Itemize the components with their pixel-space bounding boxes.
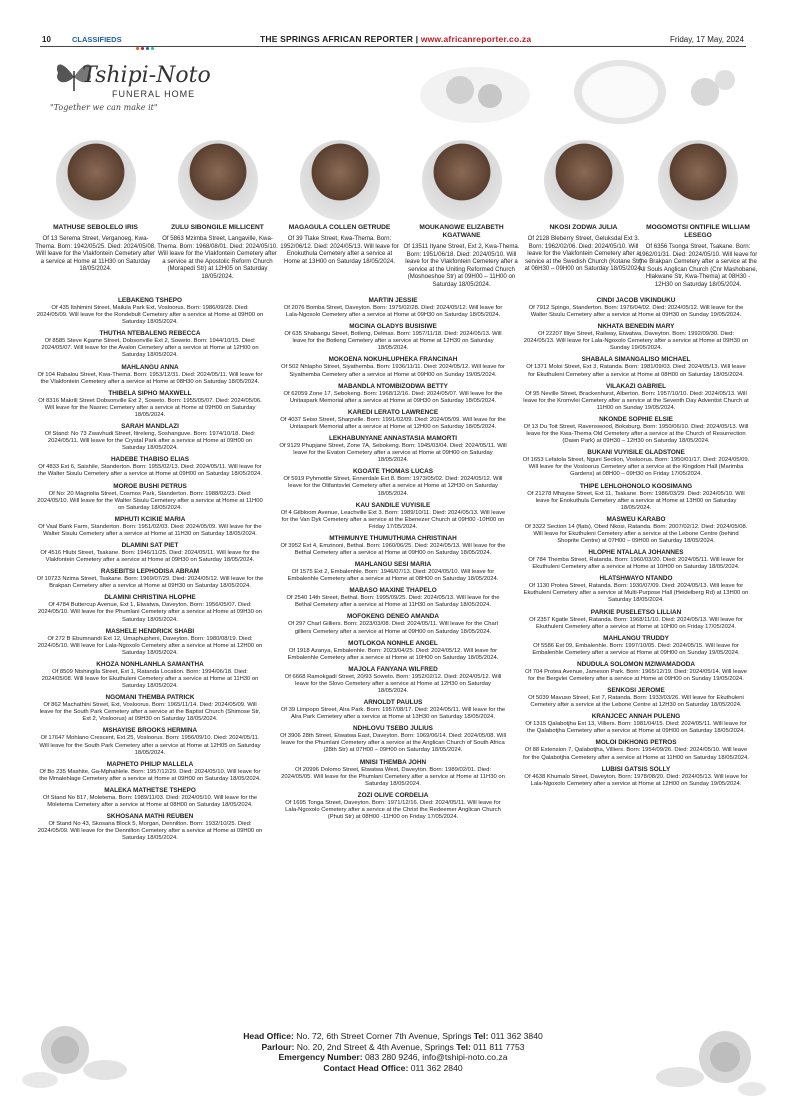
notice-details: Of 13511 Ityane Street, Ext 2, Kwa-Thema. Born: 1951/06/18. Died: 2024/05/10. Will leave for the Vlakfontein Cemetery after a service at the Uniting Reformed Church (Moshoeshoe Str) at 09H00 – 11H00 on Saturday 18/05/2024. bbox=[403, 243, 520, 288]
deceased-name: MOROE BUSHI PETRUS bbox=[113, 482, 187, 490]
notices-column-right bbox=[522, 297, 750, 792]
publication-name: THE SPRINGS AFRICAN REPORTER bbox=[260, 34, 414, 44]
deceased-photo bbox=[422, 140, 502, 220]
deceased-name: MAHLANGU SESI MARIA bbox=[354, 561, 432, 569]
notice-details: Of 4833 Ext 6, Saishile, Standerton. Born: 1955/02/13. Died: 2024/05/11. Will leave for the Walter Sisulu Cemetery after a service at Home at 09H00 on Saturday 18/05/2024. bbox=[38, 464, 262, 478]
deceased-photo bbox=[178, 140, 258, 220]
deceased-name: THIBELA SIPHO MAXWELL bbox=[108, 389, 192, 397]
funeral-home-logo bbox=[42, 55, 252, 115]
death-notice bbox=[279, 468, 507, 497]
notice-details: Of 8316 Makrill Street Dobsonville Ext 2, Soweto. Born: 1955/05/07. Died: 2024/05/06. Will leave for the Nasrec Cemetery after a service at Home at 09H00 on Saturday 18/05/2024. bbox=[38, 397, 262, 418]
head-office-phone: 011 362 3840 bbox=[488, 1031, 543, 1041]
dot-icon bbox=[141, 47, 144, 50]
death-notice bbox=[522, 739, 750, 761]
death-notice bbox=[522, 297, 750, 319]
deceased-name: BUKANI VUYISILE GLADSTONE bbox=[587, 449, 685, 457]
dot-icon bbox=[136, 47, 139, 50]
death-notice bbox=[36, 594, 264, 623]
notice-details: Of 5919 Pyhmottle Street, Ennerdale Ext 8. Born: 1973/05/02. Died: 2024/05/12. Will leave for the Olifantsvlei Cemetery after a service at Home at 12H30 on Saturday 18/05/2024. bbox=[283, 476, 503, 497]
featured-notice bbox=[400, 140, 523, 289]
death-notice bbox=[522, 516, 750, 545]
notice-details: Of 10723 Nzima Street, Tsakane. Born: 1969/07/29. Died: 2024/05/12. Will leave for the Brakpan Cemetery after a service at Home at 09H30 on Saturday 18/05/2024. bbox=[36, 576, 264, 590]
tel-label: Tel: bbox=[473, 1031, 489, 1041]
tel-label: Tel: bbox=[456, 1041, 471, 1052]
deceased-name: MOGOMOTSI ONTIFILE WILLIAM LESEGO bbox=[646, 224, 750, 239]
notice-details: Of 2540 14th Street, Bethal. Born: 1995/09/25. Died: 2024/05/13. Will leave for the Bethal Cemetery after a service at Home at 11H30 on Saturday 18/05/2024. bbox=[286, 595, 500, 609]
deceased-name: ARNOLDT PAULUS bbox=[363, 699, 423, 707]
deceased-photo bbox=[544, 140, 624, 220]
rose-right-decoration bbox=[640, 1015, 770, 1105]
death-notice bbox=[279, 535, 507, 557]
deceased-name: SENKOSI JEROME bbox=[607, 687, 665, 695]
deceased-name: MOTLOKOA NONHLE ANGEL bbox=[348, 639, 438, 647]
death-notice bbox=[279, 383, 507, 405]
notice-details: Of 297 Charl Gilliers. Born: 2023/03/08. Died: 2024/05/11. Will leave for the Charl gilliers Cemetery after a service at Home at 09H00 on Saturday 18/05/2024. bbox=[287, 621, 499, 635]
notice-details: Of 2357 Kgatle Street, Ratanda. Born: 1968/11/10. Died: 2024/05/13. Will leave for Ekuthuleni Cemetery after a service at Home at 10H00 on Friday 17/05/2024. bbox=[529, 616, 743, 630]
deceased-name: KGOATE THOMAS LUCAS bbox=[352, 468, 434, 476]
death-notice bbox=[36, 761, 264, 783]
deceased-name: SKHOSANA MATHI REUBEN bbox=[106, 813, 194, 821]
notice-details: Of No: 20 Magnolia Street, Cosmos Park, Standerton. Born: 1988/02/23. Died: 2024/05/10. Will leave for the Walter Sisulu Cemetery after a service at Home at 11H00 on Saturday 18/05/2024. bbox=[37, 490, 263, 511]
notice-details: Of 1130 Protea Street, Ratanda. Born: 1930/07/09. Died: 2024/05/13. Will leave for Ekuthuleni Cemetery after a service at Multi-Purpose Hall (Heidelberg Rd) at 13H00 on Saturday 18/05/2024. bbox=[523, 583, 749, 604]
notice-details: Of 2128 Bleberry Street, Geluksdal Ext 3. Born: 1962/02/06. Died: 2024/05/10. Will leave for the Vlakfontein Cemetery after a service at the Swedish Church (Kotane Str) at 06H30 – 09H00 on Saturday 18/05/2024. bbox=[524, 235, 643, 273]
deceased-name: MARTIN JESSIE bbox=[368, 297, 418, 304]
deceased-name: LUBISI GATSIS SOLLY bbox=[601, 765, 671, 773]
death-notice bbox=[522, 483, 750, 512]
deceased-name: SHABALA SIMANGALISO MICHAEL bbox=[581, 356, 691, 364]
deceased-name: SARAH MANDLAZI bbox=[121, 423, 179, 431]
death-notice bbox=[36, 297, 264, 326]
parlour-address: No. 20, 2nd Street & 4th Avenue, Springs bbox=[294, 1041, 457, 1052]
notice-details: Of Vaal Bank Farm, Standerton. Born: 1951/02/03. Died: 2024/05/09. Will leave for the Walter Sisulu Cemetery after a service at Home at 11H30 on Saturday 18/05/2024. bbox=[38, 523, 262, 537]
parlour-phone: 011 811 7753 bbox=[470, 1041, 525, 1052]
death-notice bbox=[279, 502, 507, 531]
notice-details: Of 1918 Azanya, Embalenhle. Born: 2023/04/25. Died: 2024/05/12. Will leave for Embalenhle Cemetery after a service at Home at 10H00 on Saturday 18/05/2024. bbox=[287, 647, 499, 661]
notices-column-middle bbox=[279, 297, 507, 825]
deceased-name: RASEBITSI LEPHODISA ABRAM bbox=[100, 568, 200, 576]
parlour-line bbox=[190, 1042, 596, 1053]
deceased-name: PARKIE PUSELETSO LILLIAN bbox=[590, 608, 682, 616]
notice-details: Of 635 Shabangu Street, Botleng, Delmas. Born: 1957/11/18. Died: 2024/05/13. Will leave for the Botleng Cemetery after a service at Home at 12H30 on Saturday 18/05/2024. bbox=[284, 331, 502, 352]
deceased-name: MATHUSE SEBOLELO IRIS bbox=[53, 224, 138, 231]
notice-details: Of 502 Nhlapho Street, Siyathemba. Born: 1936/11/11. Died: 2024/05/12. Will leave for Siyathemba Cemetery after a service at Home at 09H00 on Sunday 19/05/2024. bbox=[281, 364, 505, 378]
notice-details: Of Bo 235 Mashite, Ga-Mphahlele. Born: 1957/12/29. Died: 2024/05/10. Will leave for the Mmalehlage Cemetery after a service at Home at 09H00 on Saturday 18/05/2024. bbox=[39, 768, 261, 782]
featured-notice bbox=[638, 140, 758, 289]
death-notice bbox=[279, 666, 507, 695]
header-rule bbox=[40, 46, 746, 47]
notice-details: Of 88 Extension 7, Qalabotjha, Villiers. Born: 1954/09/26. Died: 2024/05/10. Will leave for the Qalabotjha Cemetery after a service at Home at 11H00 on Saturday 18/05/2024. bbox=[523, 747, 749, 761]
featured-notice bbox=[156, 140, 279, 281]
dot-icon bbox=[151, 47, 154, 50]
death-notice bbox=[36, 787, 264, 809]
logo-tagline: "Together we can make it" bbox=[50, 103, 158, 112]
death-notice bbox=[522, 766, 750, 788]
death-notice bbox=[279, 613, 507, 635]
deceased-name: MASWEU KARABO bbox=[606, 515, 666, 523]
notices-column-left bbox=[36, 297, 264, 846]
masthead bbox=[260, 34, 531, 44]
death-notice bbox=[36, 364, 264, 386]
death-notice bbox=[279, 640, 507, 662]
deceased-name: MGCINA GLADYS BUSISIWE bbox=[349, 323, 437, 331]
death-notice bbox=[36, 628, 264, 657]
deceased-name: MOUKANGWE ELIZABETH KGATWANE bbox=[419, 224, 504, 239]
deceased-name: HLATSHWAYO NTANDO bbox=[599, 575, 673, 583]
dot-icon bbox=[146, 47, 149, 50]
deceased-name: MAHLANGU ANNA bbox=[121, 363, 179, 371]
color-dots bbox=[136, 37, 160, 41]
head-office-line bbox=[190, 1031, 596, 1042]
notice-details: Of 13 Du Toit Street, Ravenswood, Boksburg. Born: 1950/06/10. Died: 2024/05/13. Will leave for the Kwa-Thema Old Cemetery after a service at the Church of Resurrection (Dawn Park) at 09H30 – 12H30 on Saturday 18/05/2024. bbox=[523, 423, 749, 445]
deceased-name: MOFOKENG DENEO AMANDA bbox=[346, 613, 440, 621]
separator: | bbox=[413, 34, 421, 44]
death-notice bbox=[279, 759, 507, 788]
death-notice bbox=[36, 330, 264, 359]
notice-details: Of 62059 Zone 17, Sebokeng. Born: 1968/12/16. Died: 2024/05/07. Will leave for the Unitaspark Memorial after a service at Home at 09H30 on Saturday 18/05/2024. bbox=[283, 390, 503, 404]
notice-details: Of 6356 Tsonga Street, Tsakane. Born: 1962/01/31. Died: 2024/05/10. Will leave for the Brakpan Cemetery after a service at the All Souls Anglican Church (Cnr Mashobane, Hlakwane Str, Kwa-Thema) at 08H30 - 12H30 on Saturday 18/05/2024. bbox=[638, 243, 758, 288]
notice-details: Of 21278 Mhayise Street, Ext 11, Tsakane. Born: 1986/03/29. Died: 2024/05/10. Will leave for Enokuthula Cemetery after a service at Home at 13H00 on Saturday 18/05/2024. bbox=[527, 490, 745, 511]
notice-details: Of 39 Tlake Street, Kwa-Thema. Born: 1952/06/12. Died: 2024/05/13. Will leave for Enokuthula Cemetery after a service at Home at 13H00 on Saturday 18/05/2024. bbox=[280, 235, 399, 265]
featured-notice bbox=[278, 140, 401, 265]
notice-details: Of 3906 28th Street, Etwatwa East, Daveyton. Born: 1969/06/14. Died: 2024/05/08. Will leave for the Phumlani Cemetery after a service at the Anglican Church of South Africa (28th Str) at 07H00 – 09H00 on Saturday 18/05/2024. bbox=[279, 733, 507, 754]
death-notice bbox=[279, 435, 507, 464]
deceased-name: NDUDULA SOLOMON MZIWAMADODA bbox=[577, 660, 695, 668]
notice-details: Of 4638 Khumalo Street, Daveyton. Born: 1978/08/20. Died: 2024/05/13. Will leave for Lala-Ngoxolo Cemetery after a service at Home at 12H00 on Sunday 19/05/2024. bbox=[524, 773, 748, 787]
head-office-label: Head Office: bbox=[243, 1031, 294, 1041]
emergency-label: Emergency Number: bbox=[278, 1052, 363, 1063]
notice-details: Of 1575 Ext 2, Embalenhle. Born: 1946/07/13. Died: 2024/05/10. Will leave for Embalenhle Cemetery after a service at Home at 08H00 on Saturday 18/05/2024. bbox=[287, 569, 499, 583]
deceased-name: CINDI JACOB VIKINDUKU bbox=[596, 297, 676, 304]
notice-details: Of 39 Limpopo Street, Alra Park. Born: 1957/08/17. Died: 2024/05/11. Will leave for the Alra Park Cemetery after a service at Home at 13H30 on Saturday 18/05/2024. bbox=[280, 707, 506, 721]
death-notice bbox=[522, 635, 750, 657]
featured-notice bbox=[34, 140, 157, 273]
death-notice bbox=[36, 542, 264, 564]
deceased-name: HADEBE THABISO ELIAS bbox=[110, 456, 190, 464]
death-notice bbox=[279, 587, 507, 609]
deceased-name: VILAKAZI GABRIEL bbox=[606, 382, 666, 390]
deceased-name: MABASO MAXINE THAPELO bbox=[349, 587, 437, 595]
deceased-name: NKONDE SOPHIE ELSIE bbox=[599, 415, 673, 423]
notice-details: Of 8585 Steve Kgame Street, Dobsonville Ext 2, Soweto. Born: 1944/10/15. Died: 2024/05/07. Will leave for the Avalon Cemetery after a service at Home at 12H00 on Saturday 18/05/2024. bbox=[41, 338, 259, 359]
death-notice bbox=[279, 725, 507, 754]
notice-details: Of 8509 Ntshingila Street, Ext 1, Ratanda Location. Born: 1994/06/18. Died: 2024/05/08. Will leave for Ekuthuleni Cemetery after a service at Home at 11H30 on Saturday 18/05/2024. bbox=[41, 668, 259, 690]
head-office-address: No. 72, 6th Street Corner 7th Avenue, Springs bbox=[293, 1031, 474, 1041]
page-header bbox=[0, 0, 786, 50]
death-notice bbox=[36, 568, 264, 590]
parlour-label: Parlour: bbox=[261, 1041, 295, 1052]
death-notice bbox=[522, 575, 750, 604]
emergency-line bbox=[190, 1052, 596, 1063]
notice-details: Of Stand No 43, Skosana Block 5, Morgan, Dennilton. Born: 1932/10/25. Died: 2024/05/09. Will leave for the Dennilton Cemetery after a service at Home at 09H00 on Saturday 18/05/2024. bbox=[37, 821, 263, 842]
death-notice bbox=[522, 323, 750, 352]
notice-details: Of 22207 Illiye Street, Railway, Etwatwa, Daveyton. Born: 1992/09/30. Died: 2024/05/13. Will leave for Lala-Ngoxolo Cemetery after a service at Home at 09H30 on Sunday 19/05/2024. bbox=[523, 331, 749, 352]
contact-line bbox=[190, 1063, 596, 1074]
deceased-name: MNISI THEMBA JOHN bbox=[359, 758, 427, 766]
logo-brand: Tshipi-Noto bbox=[82, 63, 211, 88]
deceased-name: MAJOLA FANYANA WILFRED bbox=[348, 665, 438, 673]
contact-label: Contact Head Office: bbox=[323, 1062, 409, 1073]
death-notice bbox=[36, 813, 264, 842]
notice-details: Of 20996 Dolomo Street, Etwatwa West, Daveyton. Born: 1989/02/01. Died: 2024/05/05. Will leave for the Phumlani Cemetery after a service at Home at 11H30 on Saturday 18/05/2024. bbox=[281, 766, 505, 787]
death-notice bbox=[279, 561, 507, 583]
deceased-name: NKHATA BENEDIN MARY bbox=[597, 323, 675, 331]
deceased-photo bbox=[658, 140, 738, 220]
featured-notice bbox=[522, 140, 645, 273]
notice-details: Of 272 B Ebumnandi Ext 12, Umaphupheni, Daveyton. Born: 1980/08/19. Died: 2024/05/10. Will leave for Lala-Ngoxolo Cemetery after a service at Home at 12H00 on Saturday 18/05/2024. bbox=[37, 635, 263, 656]
deceased-name: MASHELE HENDRICK SHABI bbox=[105, 627, 195, 635]
death-notice bbox=[36, 483, 264, 512]
deceased-name: LEBAKENG TSHEPO bbox=[118, 297, 182, 304]
notice-details: Of 7912 Spingo, Standerton. Born: 1976/04/02. Died: 2024/05/12. Will leave for the Walter Sisulu Cemetery after a service at Home at 09H30 on Sunday 19/05/2024. bbox=[528, 305, 744, 319]
notice-details: Of 704 Protea Avenue, Jameson Park. Born: 1965/12/19. Died: 2024/05/14. Will leave for the Bergvlei Cemetery after a service at Home at 09H00 on Sunday 19/05/2024. bbox=[524, 668, 748, 682]
deceased-name: THUTHA NTEBALENG REBECCA bbox=[99, 330, 201, 338]
death-notice bbox=[279, 699, 507, 721]
deceased-name: MPHUTI KCIKIE MARIA bbox=[114, 515, 186, 523]
notice-details: Of 1371 Moloi Street, Ext 3, Ratanda. Born: 1981/09/03. Died: 2024/05/13. Will leave for Ekuthuleni Cemetery after a service at Home at 08H00 on Saturday 18/05/2024. bbox=[526, 364, 746, 378]
deceased-name: MALEKA MATHETSE TSHEPO bbox=[104, 786, 196, 794]
deceased-photo bbox=[300, 140, 380, 220]
notice-details: Of 5039 Mavuso Street, Ext 7, Ratanda. Born: 1933/03/26. Will leave for Ekuthuleni Cemetery after a service at the Lebone Centre at 12H30 on Saturday 18/05/2024. bbox=[528, 695, 744, 709]
death-notice bbox=[522, 416, 750, 445]
notice-details: Of 5586 Ext 09, Embalenhle. Born: 1997/10/05. Died: 2024/05/15. Will leave for Embalenhle Cemetery after a service at Home at 09H00 on Sunday 19/05/2024. bbox=[532, 642, 740, 656]
publication-url[interactable]: www.africanreporter.co.za bbox=[420, 34, 532, 44]
death-notice bbox=[522, 713, 750, 735]
notice-details: Of 6668 Ramokgadi Street, 20/93 Soweto. Born: 1952/02/12. Died: 2024/05/12. Will leave for the Slovo Cemetery after a service at Home at 12H30 on Saturday 18/05/2024. bbox=[284, 673, 502, 694]
death-notice bbox=[36, 661, 264, 690]
notice-details: Of 862 Machathini Street, Ext, Vosloorus. Born: 1965/11/14. Died: 2024/05/09. Will leave for the South Park Cemetery after a service at the Baptist Church (Shimose Str, Ext 2, Vosloorus) at 09H30 on Saturday 18/05/2024. bbox=[39, 702, 261, 723]
deceased-name: HLOPHE NTALALA JOHANNES bbox=[588, 549, 684, 557]
rose-left-decoration bbox=[20, 1010, 150, 1100]
deceased-name: LEKHABUNYANE ANNASTASIA MAMORTI bbox=[328, 435, 458, 443]
death-notice bbox=[36, 516, 264, 538]
notice-details: Of 3322 Section 14 (flats), Obed Nkosi, Ratanda. Born: 2007/02/12. Died: 2024/05/08. Will leave for Ekuthuleni Cemetery after a service at the Lebone Centre (behind Shoprite Centre) at 07H00 – 09H00 on Saturday 18/05/2024. bbox=[524, 523, 748, 544]
notice-details: Of 4 Gilbloom Avenue, Leachville Ext 3. Born: 1989/10/11. Died: 2024/05/13. Will leave for the Van Dyk Cemetery after a service at the Ebenezer Church at 09H00 -10H00 on Friday 17/05/2024. bbox=[280, 509, 506, 530]
deceased-name: MAPHETO PHILIP MALLELA bbox=[106, 760, 194, 768]
notice-details: Of 4037 Seiso Street, Sharpville. Born: 1991/02/09. Died: 2024/05/09. Will leave for the Unitaspark Memorial after a service at Home at 12H00 on Saturday 18/05/2024. bbox=[280, 416, 506, 430]
notice-details: Of 13 Serema Street, Verganoeg, Kwa-Thema. Born: 1942/05/25. Died: 2024/05/08. Will leave for the Vlakfontein Cemetery after a service at Home at 11H30 on Saturday 18/05/2024. bbox=[35, 235, 156, 273]
notice-details: Of 784 Themba Street, Ratanda. Born: 1960/03/20. Died: 2024/05/11. Will leave for Ekuthuleni Cemetery after a service at Home at 10H00 on Saturday 18/05/2024. bbox=[528, 557, 744, 571]
death-notice bbox=[279, 409, 507, 431]
floral-decoration bbox=[380, 50, 750, 130]
death-notice bbox=[522, 449, 750, 478]
deceased-name: DLAMINI CHRISTINA HLOPHE bbox=[104, 594, 196, 602]
deceased-name: MOKOENA NOKUHLUPHEKA FRANCINAH bbox=[328, 356, 458, 364]
deceased-name: KAREDI LERATO LAWRENCE bbox=[347, 408, 439, 416]
notice-details: Of 17647 Mohlano Crescent, Ext 25, Vosloorus. Born: 1956/09/10. Died: 2024/05/11. Will leave for the South Park Cemetery after a service at Home at 12H05 on Saturday 18/05/2024. bbox=[39, 735, 261, 756]
notice-details: Of Stand No 817, Moletema. Born: 1989/11/03. Died: 2024/05/10. Will leave for the Moletema Cemetery after a service at Home at 08H00 on Saturday 18/05/2024. bbox=[42, 794, 258, 809]
issue-date: Friday, 17 May, 2024 bbox=[670, 35, 744, 44]
notice-details: Of 1653 Lefatola Street, Nguni Section, Vosloorus. Born: 1950/01/17. Died: 2024/05/09. Will leave for the Vosloorus Cemetery after a service at the Kingdom Hall (Marimba Gardens) at 08H00 – 09H30 on Friday 17/05/2024. bbox=[522, 457, 750, 478]
deceased-name: KHOZA NONHLANHLA SAMANTHA bbox=[96, 660, 204, 668]
logo-subtitle: FUNERAL HOME bbox=[112, 89, 196, 99]
contact-footer bbox=[190, 1031, 596, 1073]
deceased-name: MAHLANGU TRUDDY bbox=[603, 634, 669, 642]
notice-details: Of 4516 Hlubi Street, Tsakane. Born: 1946/11/25. Died: 2024/05/11. Will leave for the Vlakfontein Cemetery after a service at Home at 09H30 on Saturday 18/05/2024. bbox=[40, 549, 260, 564]
death-notice bbox=[279, 297, 507, 319]
death-notice bbox=[279, 792, 507, 821]
death-notice bbox=[279, 356, 507, 378]
deceased-name: MOLOI DIKHONG PETROS bbox=[595, 739, 677, 747]
death-notice bbox=[522, 661, 750, 683]
emergency-contact: 083 280 9246, info@tshipi-noto.co.za bbox=[362, 1052, 508, 1063]
death-notice bbox=[522, 356, 750, 378]
notice-details: Of 1315 Qalabotjha Ext 13, Villiers. Born: 1981/04/15. Died: 2024/05/11. Will leave for the Qalabotjha Cemetery after a service at Home at 09H00 on Saturday 18/05/2024. bbox=[525, 721, 747, 735]
death-notice bbox=[36, 390, 264, 419]
notice-details: Of Stand: No 73 Zwavhudi Street, Itireleng, Soshanguve. Born: 1974/10/18. Died: 2024/05/11. Will leave for the Crystal Park after a service at Home at 09H00 on Saturday 18/05/2024. bbox=[44, 431, 256, 452]
deceased-name: ZOZI OLIVE CORDELIA bbox=[357, 791, 429, 799]
deceased-name: NDHLOVU TSEBO JULIUS bbox=[353, 725, 433, 733]
deceased-name: MAGAGULA COLLEN GETRUDE bbox=[288, 224, 391, 231]
deceased-name: KRANJCEC ANNAH PULENG bbox=[591, 713, 681, 721]
deceased-name: NKOSI ZODWA JULIA bbox=[549, 224, 618, 231]
deceased-name: ZULU SIBONGILE MILLICENT bbox=[171, 224, 264, 231]
death-notice bbox=[36, 456, 264, 478]
notice-details: Of 1695 Tonga Street, Daveyton. Born: 1971/12/16. Died: 2024/05/11. Will leave for Lala-Ngoxolo Cemetery after a service at the Christ the Redeemer Anglican Church (Phuti Str) at 08H00 -11H00 on Friday 17/05/2024. bbox=[285, 799, 501, 821]
notice-details: Of 104 Rabalou Street, Kwa-Thema. Born: 1953/12/31. Died: 2024/05/11. Will leave for the Vlakfontein Cemetery after a service at Home at 08H30 on Saturday 18/05/2024. bbox=[37, 371, 263, 385]
notice-details: Of 95 Neville Street, Brackenhurst, Alberton. Born: 1957/10/10. Died: 2024/05/13. Will leave for the Kromvlei Cemetery after a service at the Seventh Day Adventist Church at 11H00 on Sunday 19/05/2024. bbox=[523, 390, 749, 411]
deceased-name: KAU SANDILE VUYISILE bbox=[355, 501, 431, 509]
notice-details: Of 3952 Ext 4, Emzinoni, Bethal. Born: 1960/06/25. Died: 2024/05/13. Will leave for the Bethal Cemetery after a service at Home at 09H00 on Saturday 18/05/2024. bbox=[280, 542, 506, 556]
page-number: 10 bbox=[42, 35, 51, 44]
notice-details: Of 5863 Mzimba Street, Langaville, Kwa-Thema. Born: 1968/08/01. Died: 2024/05/10. Will leave for the Vlakfontein Cemetery after a service at the Apostolic Reform Church (Morapedi Str) at 12H05 on Saturday 18/05/2024. bbox=[157, 235, 278, 280]
death-notice bbox=[36, 694, 264, 723]
deceased-photo bbox=[56, 140, 136, 220]
death-notice bbox=[522, 383, 750, 412]
deceased-name: MSHAYISE BROOKS HERMINA bbox=[102, 727, 198, 735]
death-notice bbox=[36, 423, 264, 452]
deceased-name: MABANDLA NTOMBIZODWA BETTY bbox=[338, 382, 448, 390]
death-notice bbox=[522, 609, 750, 631]
deceased-name: DLAMINI SAT PIET bbox=[121, 541, 179, 549]
death-notice bbox=[36, 727, 264, 756]
deceased-name: MTHIMUNYE THUMUTHUMA CHRISTINAH bbox=[329, 534, 457, 542]
deceased-name: THIPE LEHLOHONOLO KGOSIMANG bbox=[579, 482, 693, 490]
section-title: CLASSIFIEDS bbox=[72, 35, 122, 44]
notice-details: Of 435 Itshimini Street, Mailula Park Ext, Vosloorus. Born: 1986/09/28. Died: 2024/05/09. Will leave for the Rondebult Cemetery after a service at Home at 09H00 on Saturday 18/05/2024. bbox=[36, 305, 264, 326]
notice-details: Of 9129 Phupjane Street, Zone 7A, Sebokeng. Born: 1945/03/04. Died: 2024/05/11. Will leave for the Evaton Cemetery after a service at Home at 09H00 on Saturday 18/05/2024. bbox=[279, 443, 507, 464]
notice-details: Of 2076 Bomba Street, Daveyton. Born: 1975/02/28. Died: 2024/05/12. Will leave for Lala-Ngoxolo Cemetery after a service at Home at 09H30 on Saturday 18/05/2024. bbox=[283, 305, 503, 319]
contact-phone: 011 362 2840 bbox=[408, 1062, 463, 1073]
deceased-name: NGOMANI THEMBA PATRICK bbox=[105, 694, 195, 702]
notice-details: Of 4784 Buttercup Avenue, Ext 1, Etwatwa, Daveyton. Born: 1956/05/07. Died: 2024/05/10. Will leave for the Phumlani Cemetery after a service at Home at 09H30 on Saturday 18/05/2024. bbox=[37, 602, 263, 623]
death-notice bbox=[522, 549, 750, 571]
death-notice bbox=[522, 687, 750, 709]
death-notice bbox=[279, 323, 507, 352]
